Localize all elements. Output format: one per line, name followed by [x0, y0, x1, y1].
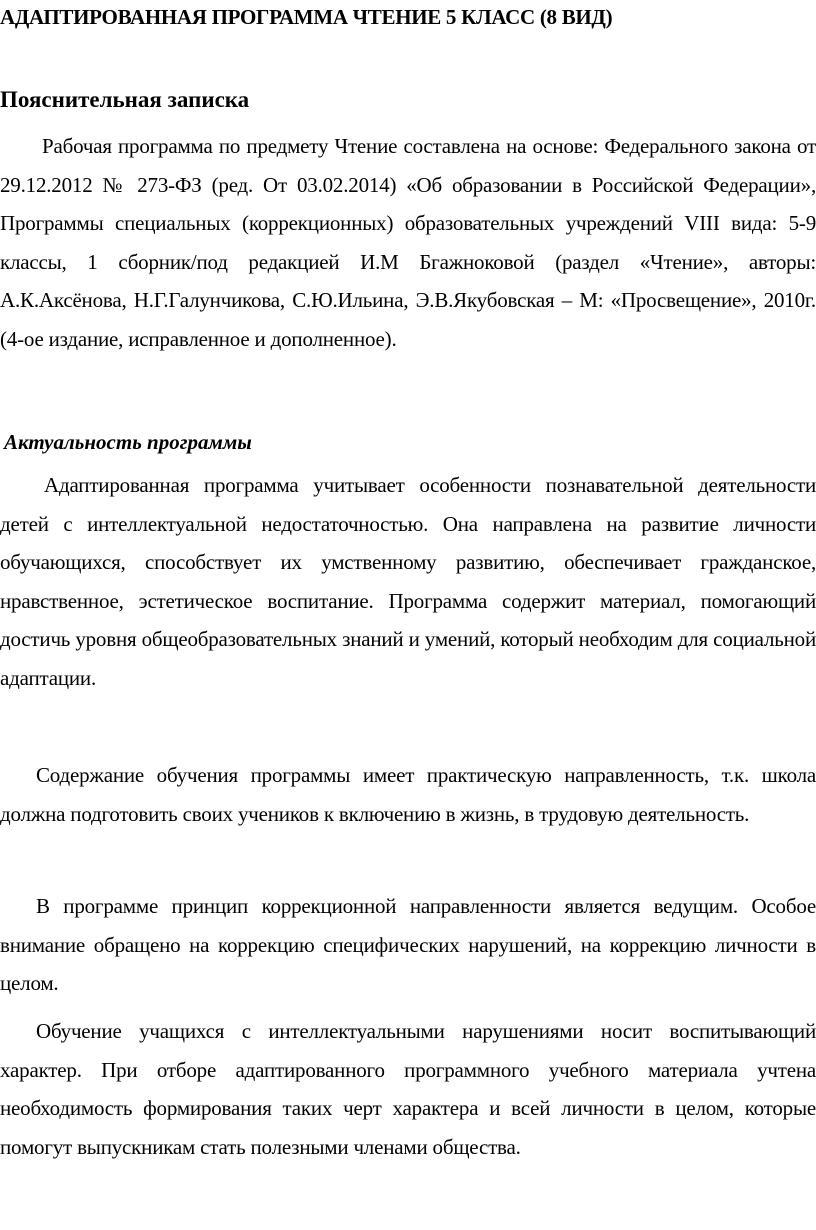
paragraph-relevance: Адаптированная программа учитывает особенности познавательной деятельности детей с интеллектуальной недостаточностью. Она направлена на развитие личности обучающихся, способствует их умственному развитию, обеспечивает гражданское, нравственное, эстетическое воспитание. Программа содержит материал, помогающий достичь уровня общеобразовательных знаний и умений, который необходим для социальной адаптации.: [0, 473, 816, 690]
paragraph-upbringing: Обучение учащихся с интеллектуальными нарушениями носит воспитывающий характер. При отборе адаптированного программного учебного материала учтена необходимость формирования таких черт характера и всей личности в целом, которые помогут выпускникам стать полезными членами общества.: [0, 1019, 816, 1159]
subheading-relevance: Актуальность программы: [4, 430, 252, 454]
paragraph-practical-orientation: Содержание обучения программы имеет практическую направленность, т.к. школа должна подготовить своих учеников к включению в жизнь, в трудовую деятельность.: [0, 763, 816, 826]
paragraph-basis: Рабочая программа по предмету Чтение составлена на основе: Федерального закона от 29.12.2012 № 273-ФЗ (ред. От 03.02.2014) «Об образовании в Российской Федерации», Программы специальных (коррекционных) образовательных учреждений VIII вида: 5-9 классы, 1 сборник/под редакцией И.М Бгажноковой (раздел «Чтение», авторы: А.К.Аксёнова, Н.Г.Галунчикова, С.Ю.Ильина, Э.В.Якубовская – М: «Просвещение», 2010г. (4-ое издание, исправленное и дополненное).: [0, 134, 816, 351]
paragraph-correction-principle: В программе принцип коррекционной направленности является ведущим. Особое внимание обращено на коррекцию специфических нарушений, на коррекцию личности в целом.: [0, 894, 816, 995]
document-title: АДАПТИРОВАННАЯ ПРОГРАММА ЧТЕНИЕ 5 КЛАСС (8 ВИД): [0, 5, 613, 29]
section-heading: Пояснительная записка: [0, 87, 250, 112]
